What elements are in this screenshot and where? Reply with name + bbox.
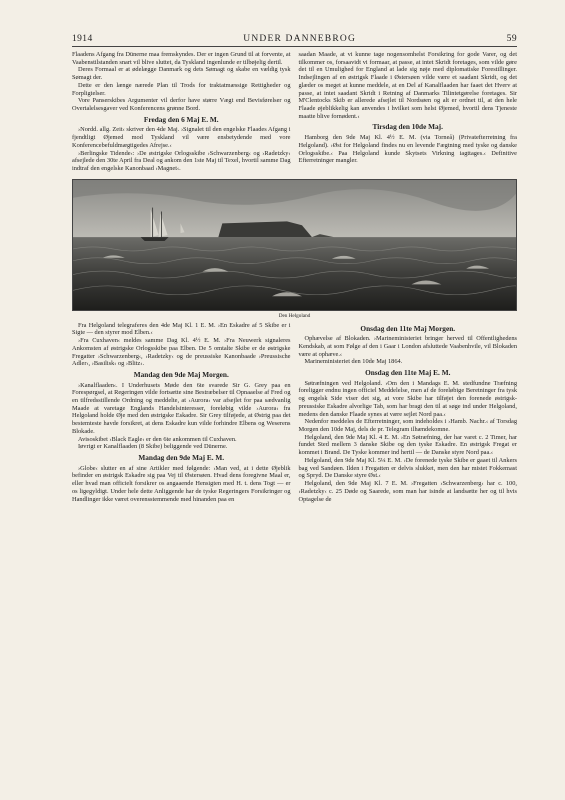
header-year: 1914: [72, 34, 93, 44]
paragraph: Helgoland, den 9de Maj Kl. 4 E. M. ›En Søtræfning, der har varet c. 2 Timer, har fundet Sted mellem 3 danske Skibe og den tyske Eskadre. En østrigsk Fregat er kommet i Brand. De Tyske kommer ind hertil — de Danske styre Nord paa.‹: [298, 433, 517, 457]
header-title: UNDER DANNEBROG: [243, 34, 357, 44]
paragraph: Hamborg den 9de Maj Kl. 4½ E. M. (via Torneå) (Privatefterretning fra Helgoland). ›Øst for Helgoland findes nu en levende Fægtning med tyske og danske Orlogsskibe.‹ Paa Helgoland kunde Skytsets Virkning iagttages.‹ Definitive Efterretninger mangler.: [298, 134, 517, 165]
paragraph: ›Globe‹ slutter en af sine Artikler med følgende: ›Man ved, at i dette Øjeblik befinder en østrigsk Eskadre sig paa Vej til Østersøen. Hvad dens foregivne Maal er, eller hvad man officielt forsikrer os angaaende Hensigten med H. t. dens Togt — er os ligegyldigt. Under hele dette Anliggende har de tyske Regeringers Forsikringer og Handlinger ikke været overensstemmende med hinanden paa en: [72, 464, 291, 503]
bottom-right-column: [299, 322, 518, 504]
section-heading: Mandag den 9de Maj E. M.: [138, 453, 225, 463]
paragraph: Deres Formaal er at ødelægge Danmark og dets Sømagt og skabe en vældig tysk Sømagt der.: [72, 66, 291, 82]
paragraph: Marineministeriet den 10de Maj 1864.: [304, 358, 403, 366]
section-heading: Onsdag den 11te Maj E. M.: [365, 368, 451, 378]
section-heading: Mandag den 9de Maj Morgen.: [133, 369, 229, 379]
paragraph: saadan Maade, at vi kunne tage nogensomhelst Forsikring for gode Varer, og det tilkommer os, forsaavidt vi formaar, at passe, at intet Skridt foretages, som vilde gøre det til en Umulighed for England at lade sig nøje med diplomatiske Forestillinger. Indsejlingen af en østrigsk Flaade i Østersøen vilde være et saadant Skridt, og det glæder os meget at kunne meddele, at en Del af Kanalflaaden har faaet det Hverv at passe, at intet saadant Skridt i Retning af Danmarks Tilintetgørelse foretages. Sir M'Clentocks Skib er allerede afsejlet til Nordsøen og alt er ordnet til, at den hele Flaade øjeblikkelig kan anvendes i hvilket som helst Øjemed, hvortil dens Tjeneste maatte blive fornødent.‹: [298, 51, 517, 120]
paragraph: Vore Panserskibes Argumenter vil derfor have større Vægt end Bevisførelser og Overtalelsesgaver ved Konferencens grønne Bord.: [72, 97, 291, 113]
paragraph: Avisoskibet ›Black Eagle‹ er den 6te ankommen til Cuxhaven.: [78, 435, 237, 443]
paragraph: Nedenfor meddeles de Efterretninger, som indeholdes i ›Hamb. Nachr.‹ af Torsdag Morgen den 10de Maj, dels de pr. Telegram ilhændekomne.: [298, 418, 517, 434]
figure-caption: Den Helgoland: [278, 312, 311, 319]
header-page-number: 59: [506, 34, 517, 44]
paragraph: Flaadens Afgang fra Dünerne maa fremskyndes. Der er ingen Grund til at forvente, at Vaabenstilstanden snart vil blive sluttet, da Tyskland ingenlunde er tilbøjelig dertil.: [72, 51, 291, 66]
paragraph: Ophævelse af Blokaden. ›Marineministeriet bringer herved til Offentlighedens Kendskab, at som Følge af den i Gaar i London afsluttede Vaabenhvile, vil Blokaden være at ophæve.‹: [298, 335, 517, 358]
engraving-figure: [72, 179, 517, 319]
top-left-column: [72, 51, 291, 173]
paragraph: ›Fra Cuxhaven‹ meldes samme Dag Kl. 4½ E. M. ›Fra Neuwerk signaleres Ankomsten af østrigske Orlogsskibe paa Elben. De 5 omtalte Skibe er de østrigske Fregatter ›Schwarzenberg‹, ›Radetzky‹ og de preussiske Kanonbaade ›Preussische Adler‹, ›Basilisk‹ og ›Blitz‹.: [72, 337, 291, 368]
paragraph: Helgoland, den 9de Maj Kl. 5¼ E. M. ›De forenede tyske Skibe er gaaet til Ankers bag ved Sandøen. Ilden i Fregatten er delvis slukket, men den har mistet Fokkemast og Spryd. De Danske styre Øst.‹: [298, 456, 517, 480]
section-heading: Fredag den 6 Maj E. M.: [143, 114, 219, 124]
section-heading: Onsdag den 11te Maj Morgen.: [360, 323, 456, 333]
paragraph: Iøvrigt er Kanalflaaden (8 Skibe) beliggende ved Dünerne.: [78, 443, 228, 451]
section-heading: Tirsdag den 10de Maj.: [372, 122, 443, 132]
sea-battle-engraving: [72, 179, 517, 311]
bottom-columns: [72, 322, 517, 504]
paragraph: ›Nordd. allg. Zeit‹ skriver den 4de Maj. ›Signalet til den engelske Flaades Afgang i fjendtligt Øjemed mod Tyskland vil være ensbetydende med vore Konferencebefuldmægtigedes Afrejse.‹: [72, 126, 291, 149]
paragraph: Helgoland, den 9de Maj Kl. 7 E. M. ›Fregatten ›Schwarzenberg‹ har c. 100, ›Radetzky‹ c. 25 Døde og Saarede, som man har isinde at landsætte her og til hvis Optagelse de: [298, 480, 517, 503]
bottom-left-column: [72, 322, 291, 504]
paragraph: ›Berlingske Tidende‹: ›De østrigske Orlogsskibe ›Schwarzenberg‹ og ›Radetzky‹ afsejlede den 30te April fra Deal og ankom den 1ste Maj til Texel, hvortil samme Dag indtraf den engelske Kanonbaad ›Magnet‹.: [72, 149, 291, 172]
paragraph: Fra Helgoland telegraferes den 4de Maj Kl. 1 E. M. ›En Eskadre af 5 Skibe er i Sigte — den styrer mod Elben.‹: [72, 321, 291, 337]
top-columns: [72, 51, 517, 173]
top-right-column: [299, 51, 518, 173]
running-header: [72, 34, 517, 47]
paragraph: Dette er den længe nærede Plan til Trods for traktatmæssige Rettigheder og Forpligtelser.: [72, 81, 291, 97]
paragraph: Søtræfningen ved Helgoland. ›Om den i Mandags E. M. stedfundne Træfning foreligger endnu ingen officiel Meddelelse, men af de foreløbige Beretninger fra tysk og engelsk Side viser det sig, at vore Skibe har tilføjet den forenede østrigsk-preussiske Eskadre alvorlige Tab, som har bragt den til at søge ind under Helgoland, medens den danske Flaade synes at være sejlet Nord paa.‹: [298, 379, 517, 418]
paragraph: ›Kanalflaaden‹. I Underhusets Møde den 6te svarede Sir G. Grey paa en Forespørgsel, at Regeringen vilde fortsætte sine Bestræbelser til Opnaaelse af Fred og en tilfredsstillende Ordning og meddelte, at ›Aurora‹ var afsejlet for paa sædvanlig Maade at varetage Englands Handelsinteresser, foreløbig vilde ›Aurora‹ fra Helgoland holde Øje med den østrigske Eskadre. Sir Grey tilføjede, at Østrig paa det bestemteste havde forsikret, at dens Eskadre kun vilde forhindre Elbens og Weserens Blokade.: [72, 381, 291, 435]
